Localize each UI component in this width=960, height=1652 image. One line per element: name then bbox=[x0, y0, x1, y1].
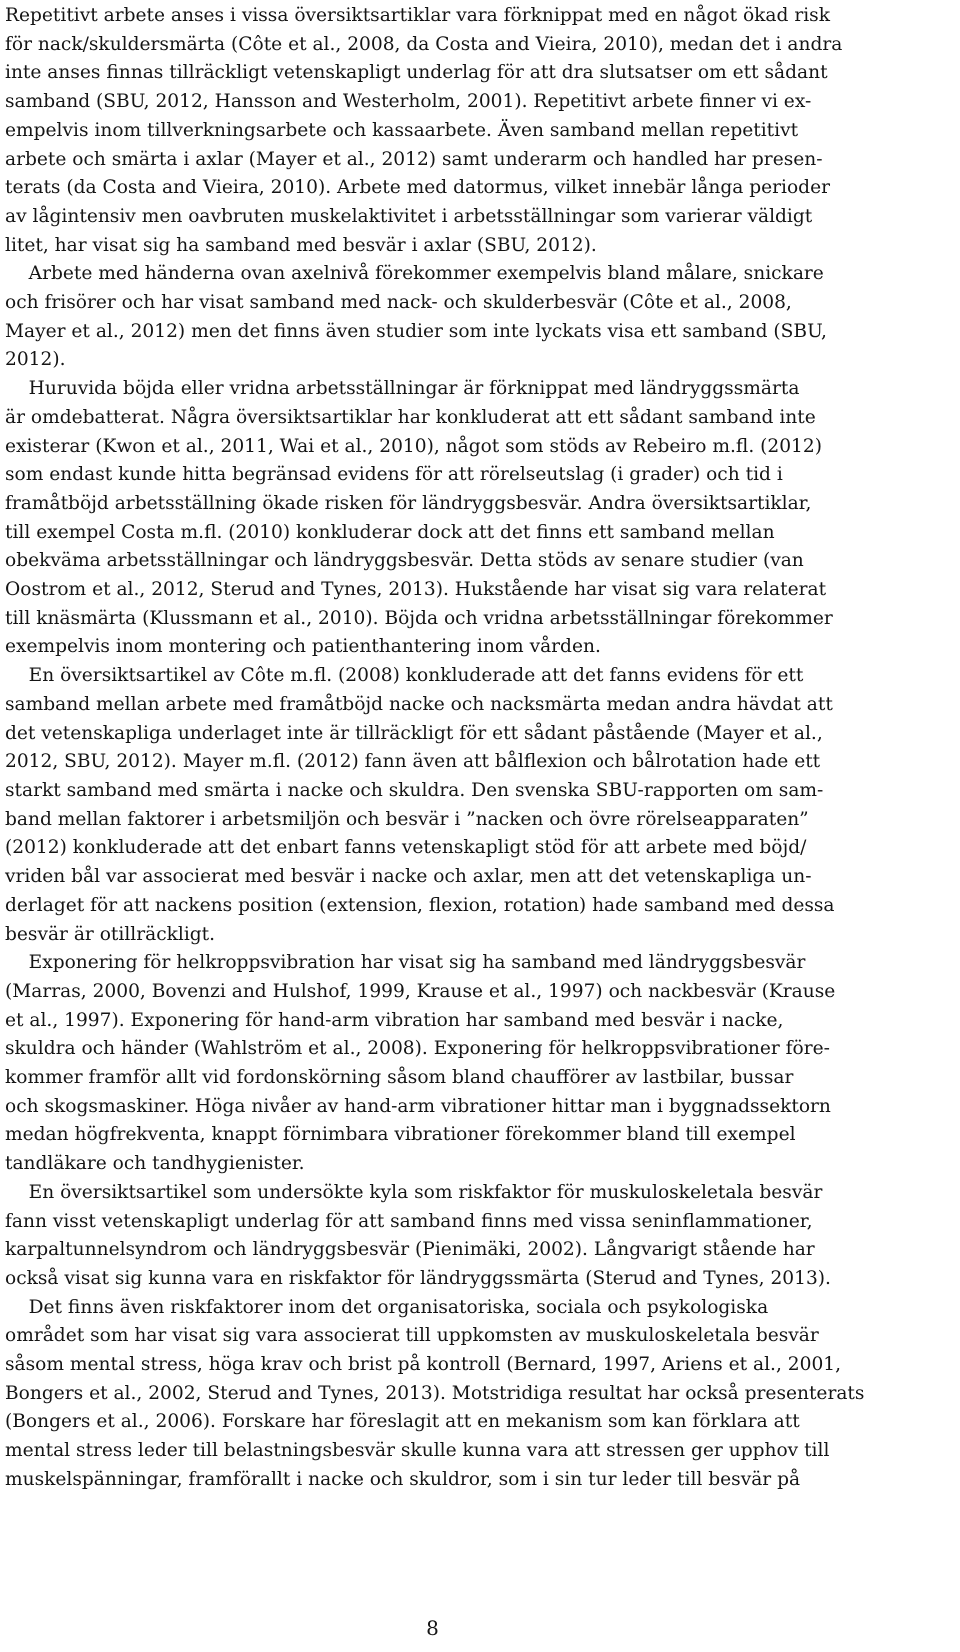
paragraph bbox=[5, 2, 912, 260]
text-line: (Marras, 2000, Bovenzi and Hulshof, 1999, Krause et al., 1997) och nackbesvär (Krause bbox=[5, 980, 836, 1002]
text-line: för nack/skuldersmärta (Côte et al., 2008, da Costa and Vieira, 2010), medan det i andra bbox=[5, 33, 843, 55]
text-line: Oostrom et al., 2012, Sterud and Tynes, 2013). Hukstående har visat sig vara relaterat bbox=[5, 579, 827, 601]
text-line: det vetenskapliga underlaget inte är tillräckligt för ett sådant påstående (Mayer et al., bbox=[5, 722, 823, 744]
text-line: är omdebatterat. Några översiktsartiklar har konkluderat att ett sådant samband inte bbox=[5, 406, 816, 428]
paragraph bbox=[5, 260, 912, 375]
text-line: vriden bål var associerat med besvär i nacke och axlar, men att det vetenskapliga un- bbox=[5, 866, 812, 888]
paragraph bbox=[5, 1179, 912, 1294]
text-line: också visat sig kunna vara en riskfaktor för ländryggssmärta (Sterud and Tynes, 2013). bbox=[5, 1267, 831, 1289]
text-line: inte anses finnas tillräckligt vetenskapligt underlag för att dra slutsatser om ett sådant bbox=[5, 62, 828, 84]
text-line: karpaltunnelsyndrom och ländryggsbesvär (Pienimäki, 2002). Långvarigt stående har bbox=[5, 1239, 815, 1261]
text-line: tandläkare och tandhygienister. bbox=[5, 1153, 305, 1175]
text-line: som endast kunde hitta begränsad evidens för att rörelseutslag (i grader) och tid i bbox=[5, 464, 783, 486]
text-line: till knäsmärta (Klussmann et al., 2010). Böjda och vridna arbetsställningar förekommer bbox=[5, 607, 833, 629]
text-line: (2012) konkluderade att det enbart fanns vetenskapligt stöd för att arbete med böjd/ bbox=[5, 837, 807, 859]
text-line: terats (da Costa and Vieira, 2010). Arbete med datormus, vilket innebär långa perioder bbox=[5, 177, 830, 199]
text-line: såsom mental stress, höga krav och brist på kontroll (Bernard, 1997, Ariens et al., 2001, bbox=[5, 1354, 842, 1376]
text-line: exempelvis inom montering och patienthantering inom vården. bbox=[5, 636, 601, 658]
text-line: besvär är otillräckligt. bbox=[5, 923, 216, 945]
text-line: Mayer et al., 2012) men det finns även studier som inte lyckats visa ett samband (SBU, bbox=[5, 320, 827, 342]
text-line: 2012). bbox=[5, 349, 66, 371]
text-line: av lågintensiv men oavbruten muskelaktivitet i arbetsställningar som varierar väldigt bbox=[5, 205, 813, 227]
text-line: samband (SBU, 2012, Hansson and Westerholm, 2001). Repetitivt arbete finner vi ex- bbox=[5, 91, 812, 113]
text-line: En översiktsartikel av Côte m.fl. (2008) konkluderade att det fanns evidens för ett bbox=[5, 665, 804, 687]
text-line: kommer framför allt vid fordonskörning såsom bland chaufförer av lastbilar, bussar bbox=[5, 1067, 794, 1089]
text-line: Arbete med händerna ovan axelnivå förekommer exempelvis bland målare, snickare bbox=[5, 263, 824, 285]
text-line: Huruvida böjda eller vridna arbetsställningar är förknippat med ländryggssmärta bbox=[5, 378, 800, 400]
document-body bbox=[5, 2, 912, 1495]
text-line: mental stress leder till belastningsbesvär skulle kunna vara att stressen ger upphov till bbox=[5, 1440, 830, 1462]
text-line: till exempel Costa m.fl. (2010) konkluderar dock att det finns ett samband mellan bbox=[5, 521, 775, 543]
text-line: muskelspänningar, framförallt i nacke och skuldror, som i sin tur leder till besvär på bbox=[5, 1468, 801, 1490]
text-line: samband mellan arbete med framåtböjd nacke och nacksmärta medan andra hävdat att bbox=[5, 693, 833, 715]
text-line: fann visst vetenskapligt underlag för att samband finns med vissa seninflammationer, bbox=[5, 1210, 813, 1232]
text-line: litet, har visat sig ha samband med besvär i axlar (SBU, 2012). bbox=[5, 234, 597, 256]
page-number: 8 bbox=[426, 1616, 439, 1640]
text-line: et al., 1997). Exponering för hand-arm vibration har samband med besvär i nacke, bbox=[5, 1009, 784, 1031]
text-line: empelvis inom tillverkningsarbete och kassaarbete. Även samband mellan repetitivt bbox=[5, 119, 799, 141]
text-line: skuldra och händer (Wahlström et al., 2008). Exponering för helkroppsvibrationer före- bbox=[5, 1038, 830, 1060]
text-line: och skogsmaskiner. Höga nivåer av hand-arm vibrationer hittar man i byggnadssektorn bbox=[5, 1095, 831, 1117]
text-line: Exponering för helkroppsvibration har visat sig ha samband med ländryggsbesvär bbox=[5, 952, 806, 974]
paragraph bbox=[5, 375, 912, 662]
text-line: En översiktsartikel som undersökte kyla som riskfaktor för muskuloskeletala besvär bbox=[5, 1181, 823, 1203]
text-line: och frisörer och har visat samband med nack- och skulderbesvär (Côte et al., 2008, bbox=[5, 292, 792, 314]
text-line: starkt samband med smärta i nacke och skuldra. Den svenska SBU-rapporten om sam- bbox=[5, 779, 824, 801]
text-line: arbete och smärta i axlar (Mayer et al., 2012) samt underarm och handled har presen- bbox=[5, 148, 823, 170]
text-line: existerar (Kwon et al., 2011, Wai et al., 2010), något som stöds av Rebeiro m.fl. (2012) bbox=[5, 435, 822, 457]
paragraph bbox=[5, 949, 912, 1179]
text-line: Repetitivt arbete anses i vissa översiktsartiklar vara förknippat med en något ökad risk bbox=[5, 5, 830, 26]
text-line: 2012, SBU, 2012). Mayer m.fl. (2012) fann även att bålflexion och bålrotation hade ett bbox=[5, 751, 821, 773]
text-line: (Bongers et al., 2006). Forskare har föreslagit att en mekanism som kan förklara att bbox=[5, 1411, 800, 1433]
paragraph bbox=[5, 662, 912, 949]
text-line: band mellan faktorer i arbetsmiljön och besvär i ”nacken och övre rörelseapparaten” bbox=[5, 808, 809, 830]
text-line: framåtböjd arbetsställning ökade risken för ländryggsbesvär. Andra översiktsartiklar, bbox=[5, 492, 812, 514]
paragraph bbox=[5, 1294, 912, 1495]
text-line: obekväma arbetsställningar och ländryggsbesvär. Detta stöds av senare studier (van bbox=[5, 550, 804, 572]
text-line: Bongers et al., 2002, Sterud and Tynes, 2013). Motstridiga resultat har också presenterats bbox=[5, 1382, 865, 1404]
text-line: området som har visat sig vara associerat till uppkomsten av muskuloskeletala besvär bbox=[5, 1325, 819, 1347]
text-line: medan högfrekventa, knappt förnimbara vibrationer förekommer bland till exempel bbox=[5, 1124, 796, 1146]
text-line: derlaget för att nackens position (extension, flexion, rotation) hade samband med dessa bbox=[5, 894, 835, 916]
text-line: Det finns även riskfaktorer inom det organisatoriska, sociala och psykologiska bbox=[5, 1296, 769, 1318]
